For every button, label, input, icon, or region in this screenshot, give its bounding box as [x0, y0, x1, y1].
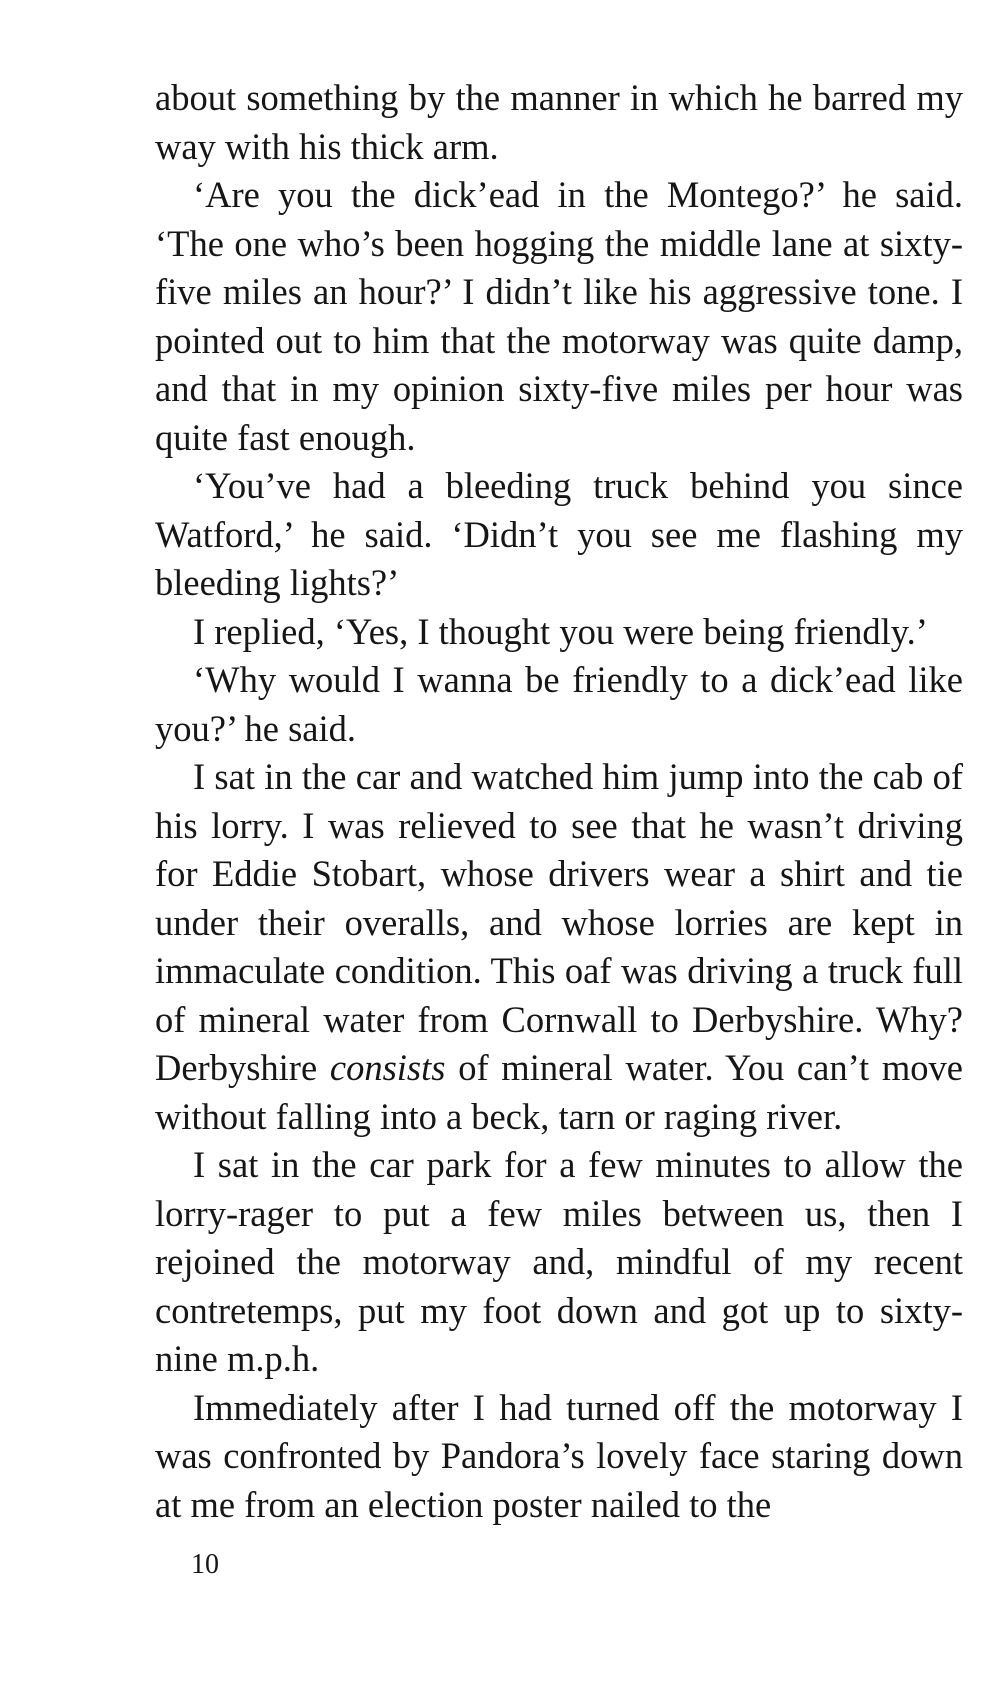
paragraph-2: ‘Are you the dick’ead in the Montego?’ he said. ‘The one who’s been hogging the middle lane at sixty-five miles an hour?’ I didn’t like his aggressive tone. I pointed out to him that the motorway was quite damp, and that in my opinion sixty-five miles per hour was quite fast enough. — [155, 174, 963, 458]
paragraph-5: ‘Why would I wanna be friendly to a dick’ead like you?’ he said. — [155, 659, 963, 749]
paragraph-3: ‘You’ve had a bleeding truck behind you since Watford,’ he said. ‘Didn’t you see me flashing my bleeding lights?’ — [155, 465, 963, 603]
italic-emphasis: consists — [329, 1047, 446, 1088]
page-number: 10 — [191, 1549, 219, 1580]
paragraph-7: I sat in the car park for a few minutes to allow the lorry-rager to put a few miles between us, then I rejoined the motorway and, mindful of my recent contretemps, put my foot down and got up to sixty-nine m.p.h. — [155, 1144, 963, 1379]
body-text — [155, 74, 963, 1529]
paragraph-1: about something by the manner in which he barred my way with his thick arm. — [155, 77, 963, 167]
paragraph-6: I sat in the car and watched him jump into the cab of his lorry. I was relieved to see that he wasn’t driving for Eddie Stobart, whose drivers wear a shirt and tie under their overalls, and whose lorries are kept in immaculate condition. This oaf was driving a truck full of mineral water from Cornwall to Derbyshire. Why? Derbyshire consists of mineral water. You can’t move without falling into a beck, tarn or raging river. — [155, 756, 963, 1137]
paragraph-8: Immediately after I had turned off the motorway I was confronted by Pandora’s lovely face staring down at me from an election poster nailed to the — [155, 1386, 963, 1525]
paragraph-4: I replied, ‘Yes, I thought you were being friendly.’ — [193, 610, 928, 652]
